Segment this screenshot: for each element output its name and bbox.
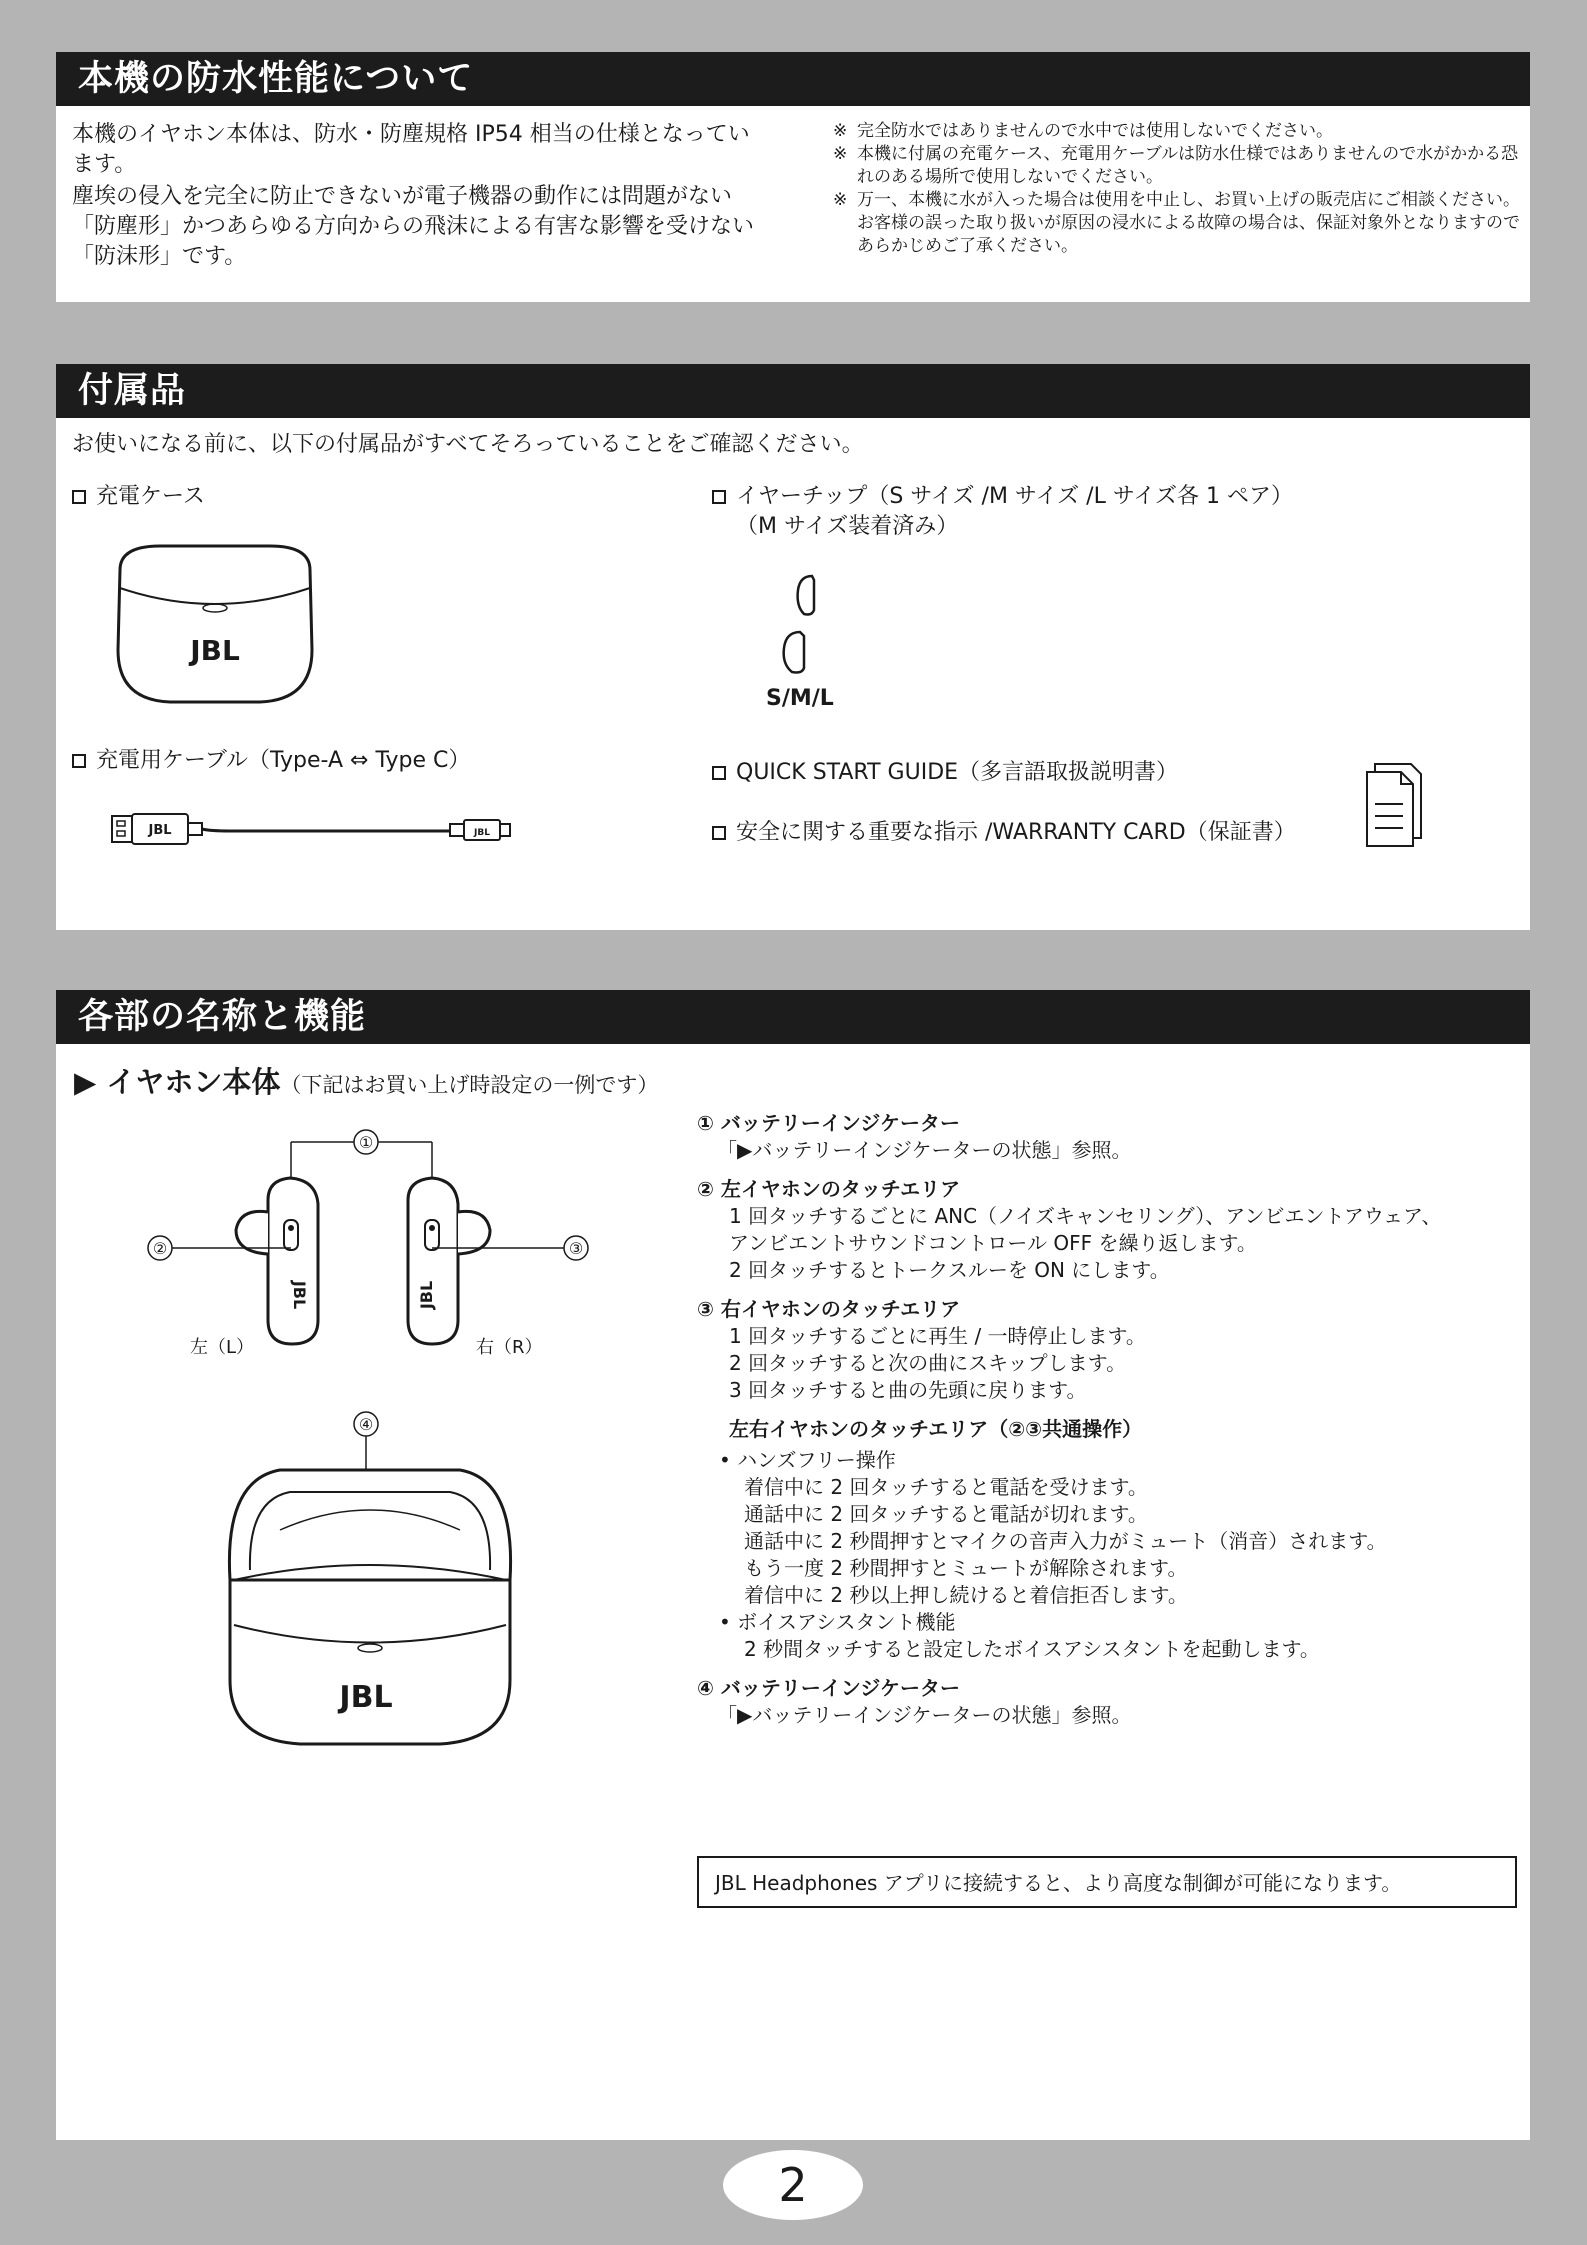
item-1: ① バッテリーインジケーター 「▶バッテリーインジケーターの状態」参照。 [697,1111,1132,1162]
parts-heading: 各部の名称と機能 [56,990,1530,1044]
waterproof-para1: 本機のイヤホン本体は、防水・防塵規格 IP54 相当の仕様となっています。 [72,122,750,177]
case-item: 充電ケース [72,482,205,512]
jbl-logo: JBL [190,634,240,667]
callout-1: ① [358,1133,374,1152]
accessories-intro: お使いになる前に、以下の付属品がすべてそろっていることをご確認ください。 [72,432,864,457]
documents-icon [1365,762,1425,848]
item-4: ④ バッテリーインジケーター 「▶バッテリーインジケーターの状態」参照。 [697,1676,1132,1727]
note-3: ※ 万一、本機に水が入った場合は使用を中止し、お買い上げの販売店にご相談ください。お客様の誤った取り扱いが原因の浸水による故障の場合は、保証対象外となりますのであらかじめご了承ください。 [833,190,1520,256]
waterproof-para2: 塵埃の侵入を完全に防止できないが電子機器の動作には問題がない「防塵形」かつあらゆる方向からの飛沫による有害な影響を受けない「防沫形」です。 [72,184,755,269]
svg-text:JBL: JBL [148,823,172,838]
svg-text:JBL: JBL [474,828,490,838]
page-number: 2 [778,2158,808,2212]
eartips-size-label: S/M/L [766,686,834,711]
waterproof-notes [833,120,1523,258]
callout-3: ③ [568,1239,584,1258]
checkbox-icon [712,826,726,840]
eartips-item: イヤーチップ（S サイズ /M サイズ /L サイズ各 1 ペア） [712,482,1472,512]
left-label: 左（L） [190,1337,255,1358]
right-label: 右（R） [476,1337,543,1358]
parts-subheading: ▶ イヤホン本体（下記はお買い上げ時設定の一例です） [74,1065,659,1099]
callout-4: ④ [358,1415,374,1434]
note-1: ※ 完全防水ではありませんので水中では使用しないでください。 [833,121,1333,141]
eartips-sub: （M サイズ装着済み） [736,514,959,539]
open-case-illustration [220,1410,520,1750]
svg-text:JBL: JBL [417,1280,436,1310]
svg-text:JBL: JBL [290,1280,309,1310]
item-2: ② 左イヤホンのタッチエリア 1 回タッチするごとに ANC（ノイズキャンセリング）、アンビエントアウェア、 アンビエントサウンドコントロール OFF を繰り返します。 2 回タッチするとトークスルーを ON にします。 [697,1177,1442,1282]
checkbox-icon [712,490,726,504]
common-operations: 左右イヤホンのタッチエリア（②③共通操作） • ハンズフリー操作 着信中に 2 回タッチすると電話を受けます。 通話中に 2 回タッチすると電話が切れます。 通話中に 2 秒間押すとマイクの音声入力がミュート（消音）されます。 もう一度 2 秒間押すとミュートが解除されます。 着信中に 2 秒以上押し続けると着信拒否します。 • ボイスアシスタント機能 2 秒間タッチすると設定したボイスアシスタントを起動します。 [719,1417,1387,1661]
checkbox-icon [712,766,726,780]
warranty-item: 安全に関する重要な指示 /WARRANTY CARD（保証書） [712,818,1296,848]
cable-item: 充電用ケーブル（Type-A ⇔ Type C） [72,746,470,776]
item-3: ③ 右イヤホンのタッチエリア 1 回タッチするごとに再生 / 一時停止します。 2 回タッチすると次の曲にスキップします。 3 回タッチすると曲の先頭に戻ります。 [697,1297,1146,1402]
parts-descriptions [697,1110,1517,1741]
charging-case-illustration [100,540,330,710]
callout-2: ② [152,1239,168,1258]
eartips-illustration [770,570,830,680]
app-note-box: JBL Headphones アプリに接続すると、より高度な制御が可能になります。 [697,1856,1517,1908]
page-number-badge [723,2150,863,2220]
charging-cable-illustration [110,810,520,850]
qsg-item: QUICK START GUIDE（多言語取扱説明書） [712,758,1178,788]
note-2: ※ 本機に付属の充電ケース、充電用ケーブルは防水仕様ではありませんので水がかかる恐れのある場所で使用しないでください。 [833,144,1519,187]
waterproof-heading: 本機の防水性能について [56,52,1530,106]
checkbox-icon [72,490,86,504]
svg-text:JBL: JBL [339,1680,393,1715]
checkbox-icon [72,754,86,768]
accessories-heading: 付属品 [56,364,1530,418]
